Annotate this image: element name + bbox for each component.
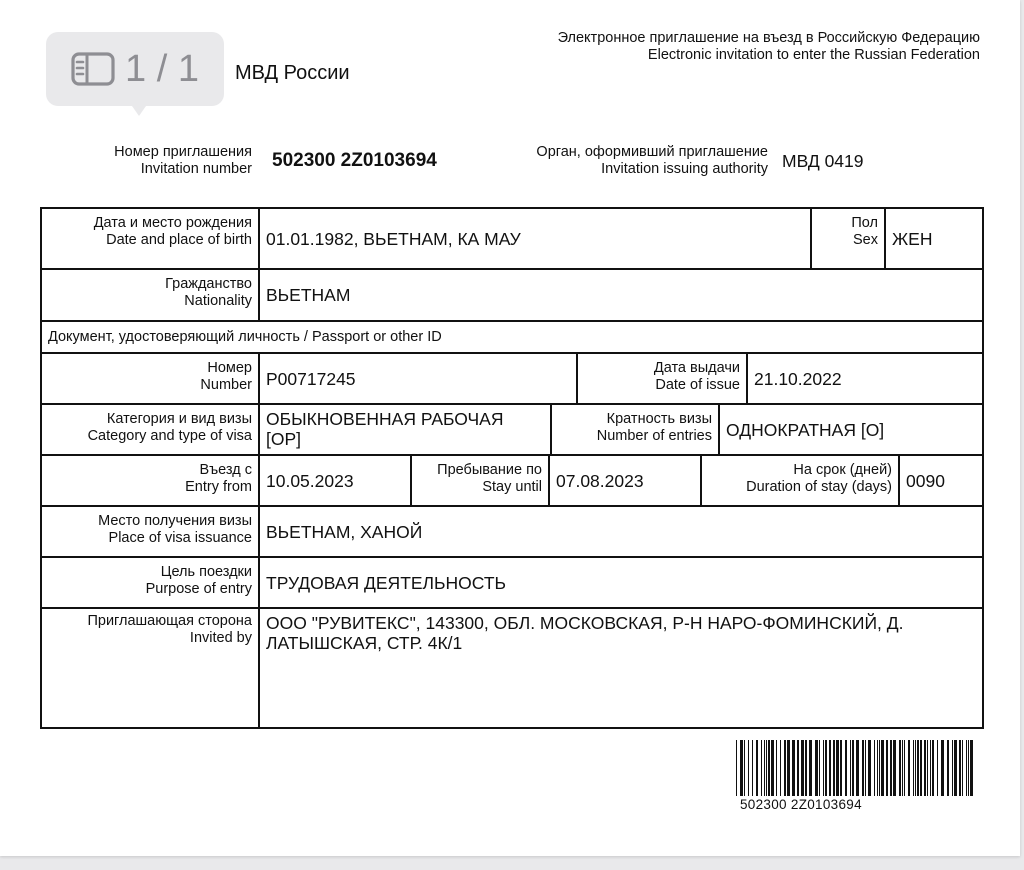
barcode-bar (962, 740, 963, 796)
barcode-bar (899, 740, 901, 796)
inviter-value (260, 609, 982, 727)
barcode-bar (787, 740, 790, 796)
entries-label (552, 405, 720, 454)
authority-label-ru: Орган, оформивший приглашение (536, 144, 768, 160)
stay-until-label (412, 456, 550, 505)
passport-number-label-en: Number (200, 377, 252, 393)
sex-value: ЖЕН (892, 228, 933, 249)
duration-label (702, 456, 900, 505)
barcode-bar (792, 740, 795, 796)
inviter-label (42, 609, 260, 727)
barcode-bar (968, 740, 969, 796)
row-visa-category (42, 405, 982, 456)
barcode-bar (893, 740, 896, 796)
header-title-en: Electronic invitation to enter the Russian Federation (647, 47, 980, 63)
barcode-bar (865, 740, 866, 796)
barcode-bar (920, 740, 922, 796)
row-passport (42, 354, 982, 405)
duration-label-ru: На срок (дней) (793, 462, 892, 478)
issuance-place-value: ВЬЕТНАМ, ХАНОЙ (266, 521, 423, 542)
nationality-label-en: Nationality (184, 293, 252, 309)
barcode-bar (815, 740, 818, 796)
issuance-place-label-en: Place of visa issuance (108, 530, 252, 546)
barcode-bar (856, 740, 859, 796)
barcode-bar (836, 740, 839, 796)
row-id-section (42, 322, 982, 354)
barcode-bar (886, 740, 888, 796)
row-dates (42, 456, 982, 507)
barcode-bar (748, 740, 749, 796)
barcode-graphic (734, 740, 976, 796)
id-section-label: Документ, удостоверяющий личность / Passport or other ID (48, 329, 442, 345)
barcode-bar (881, 740, 884, 796)
barcode-bar (850, 740, 851, 796)
barcode-bar (840, 740, 842, 796)
barcode-bar (930, 740, 931, 796)
barcode-bar (904, 740, 905, 796)
issuing-authority: МВД 0419 (782, 151, 864, 171)
barcode-bar (825, 740, 827, 796)
sidebar-icon (71, 52, 115, 86)
barcode-bar (740, 740, 743, 796)
barcode-bar (913, 740, 914, 796)
barcode-bar (902, 740, 903, 796)
barcode-bar (766, 740, 767, 796)
row-inviter (42, 609, 982, 727)
barcode-bar (764, 740, 765, 796)
barcode-bar (829, 740, 831, 796)
row-purpose (42, 558, 982, 609)
dob-label (42, 209, 260, 268)
issue-date-label-ru: Дата выдачи (653, 360, 740, 376)
duration-value: 0090 (906, 470, 945, 491)
barcode-bar (954, 740, 957, 796)
issue-date-label (578, 354, 748, 403)
barcode-bar (819, 740, 820, 796)
sex-label (812, 209, 886, 268)
barcode-bar (952, 740, 953, 796)
visa-category-line1: ОБЫКНОВЕННАЯ РАБОЧАЯ (266, 409, 504, 429)
row-issuance-place (42, 507, 982, 558)
dob-label-en: Date and place of birth (106, 232, 252, 248)
header-title-ru: Электронное приглашение на въезд в Российскую Федерацию (557, 30, 980, 46)
authority-label (505, 144, 768, 178)
issue-date-label-en: Date of issue (655, 377, 740, 393)
barcode-bar (874, 740, 875, 796)
barcode-bar (932, 740, 934, 796)
page-indicator-text: 1 / 1 (125, 47, 199, 90)
barcode-bar (927, 740, 928, 796)
barcode-bar (868, 740, 871, 796)
barcode-bar (768, 740, 770, 796)
barcode-number: 502300 2Z0103694 (740, 797, 862, 812)
barcode-bar (801, 740, 804, 796)
barcode-bar (966, 740, 967, 796)
inviter-line2: ЛАТЫШСКАЯ, СТР. 4К/1 (266, 633, 463, 653)
barcode-bar (771, 740, 774, 796)
issuance-place-label-ru: Место получения визы (98, 513, 252, 529)
visa-category-value (260, 405, 552, 454)
stay-until-label-ru: Пребывание по (437, 462, 542, 478)
invitation-number-label-en: Invitation number (140, 161, 252, 177)
barcode-bar (752, 740, 753, 796)
nationality-value: ВЬЕТНАМ (266, 285, 351, 305)
entries-label-en: Number of entries (596, 428, 712, 444)
sex-label-en: Sex (853, 232, 878, 248)
issue-date-value: 21.10.2022 (754, 368, 842, 389)
entry-from-label-ru: Въезд с (199, 462, 252, 478)
stay-until-label-en: Stay until (482, 479, 542, 495)
barcode-bar (784, 740, 786, 796)
issuance-place-label (42, 507, 260, 556)
duration-label-en: Duration of stay (days) (746, 479, 892, 495)
invitation-form-table (40, 207, 984, 729)
row-birth (42, 209, 982, 270)
barcode-bar (970, 740, 973, 796)
purpose-label-en: Purpose of entry (145, 581, 252, 597)
invitation-number-label-ru: Номер приглашения (114, 144, 252, 160)
barcode-bar (877, 740, 878, 796)
sex-label-ru: Пол (851, 215, 878, 231)
barcode-bar (890, 740, 892, 796)
invitation-number-label (100, 144, 252, 178)
barcode-bar (862, 740, 864, 796)
inviter-label-en: Invited by (189, 630, 252, 646)
passport-number-label (42, 354, 260, 403)
visa-category-label-en: Category and type of visa (87, 428, 252, 444)
barcode-bar (797, 740, 799, 796)
page-indicator[interactable] (46, 32, 224, 106)
barcode-bar (761, 740, 762, 796)
barcode-bar (756, 740, 758, 796)
barcode-bar (780, 740, 781, 796)
purpose-value: ТРУДОВАЯ ДЕЯТЕЛЬНОСТЬ (266, 572, 507, 593)
nationality-label-ru: Гражданство (165, 276, 252, 292)
barcode-bar (736, 740, 737, 796)
nationality-label (42, 270, 260, 320)
barcode-bar (845, 740, 847, 796)
dob-value: 01.01.1982, ВЬЕТНАМ, КА МАУ (260, 209, 812, 268)
inviter-label-ru: Приглашающая сторона (87, 613, 252, 629)
purpose-label-ru: Цель поездки (160, 564, 252, 580)
entry-from-value: 10.05.2023 (260, 456, 412, 505)
barcode-bar (937, 740, 938, 796)
barcode-bar (941, 740, 944, 796)
barcode-bar (908, 740, 910, 796)
visa-category-label-ru: Категория и вид визы (106, 411, 252, 427)
barcode-bar (805, 740, 807, 796)
barcode-bar (915, 740, 916, 796)
entry-from-label-en: Entry from (185, 479, 252, 495)
passport-number-label-ru: Номер (207, 360, 252, 376)
entry-from-label (42, 456, 260, 505)
barcode-bar (879, 740, 880, 796)
barcode-bar (776, 740, 777, 796)
invitation-number: 502300 2Z0103694 (272, 150, 437, 171)
visa-category-line2: [ОР] (266, 429, 302, 449)
barcode (734, 740, 976, 812)
authority-label-en: Invitation issuing authority (601, 161, 768, 177)
barcode-bar (959, 740, 961, 796)
row-nationality (42, 270, 982, 322)
barcode-bar (917, 740, 919, 796)
barcode-bar (924, 740, 926, 796)
stay-until-value: 07.08.2023 (550, 456, 702, 505)
document-header (558, 30, 980, 64)
dob-label-ru: Дата и место рождения (93, 215, 252, 231)
barcode-bar (947, 740, 949, 796)
barcode-bar (852, 740, 854, 796)
barcode-bar (833, 740, 835, 796)
visa-category-label (42, 405, 260, 454)
agency-name: МВД России (235, 62, 350, 84)
barcode-bar (809, 740, 812, 796)
entries-label-ru: Кратность визы (606, 411, 712, 427)
purpose-label (42, 558, 260, 607)
barcode-bar (744, 740, 745, 796)
entries-value: ОДНОКРАТНАЯ [О] (726, 419, 885, 440)
passport-number-value: P00717245 (260, 354, 578, 403)
inviter-line1: ООО "РУВИТЕКС", 143300, ОБЛ. МОСКОВСКАЯ, Р-Н НАРО-ФОМИНСКИЙ, Д. (266, 613, 904, 633)
barcode-bar (823, 740, 824, 796)
